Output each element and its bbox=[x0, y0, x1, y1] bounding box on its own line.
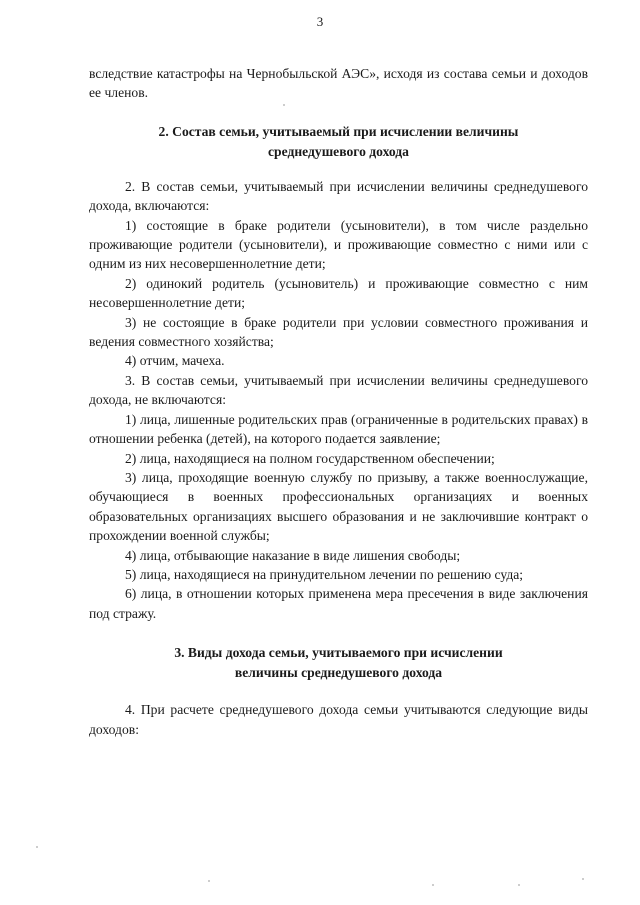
paragraph-4: 4. При расчете среднедушевого дохода семьи учитываются следующие виды доходов: bbox=[89, 702, 588, 737]
section-3-heading-line2: величины среднедушевого дохода bbox=[234, 665, 443, 681]
paragraph-3-intro: 3. В состав семьи, учитываемый при исчислении величины среднедушевого дохода, не включаются: bbox=[89, 372, 588, 408]
section-2-heading-line2: среднедушевого дохода bbox=[268, 143, 409, 159]
paragraph-2-intro: 2. В состав семьи, учитываемый при исчислении величины среднедушевого дохода, включаются: bbox=[89, 178, 588, 214]
document-body bbox=[89, 64, 588, 739]
scan-speck bbox=[283, 104, 285, 106]
list-item-2-2: 2) одинокий родитель (усыновитель) и проживающие совместно с ним несовершеннолетние дети; bbox=[89, 275, 588, 311]
page-number: 3 bbox=[316, 14, 324, 29]
section-3-heading-line1: 3. Виды дохода семьи, учитываемого при исчислении bbox=[174, 645, 503, 661]
list-item-2-3: 3) не состоящие в браке родители при условии совместного проживания и ведения совместного хозяйства; bbox=[89, 314, 588, 350]
list-item-3-6: 6) лица, в отношении которых применена мера пресечения в виде заключения под стражу. bbox=[89, 586, 588, 621]
scan-speck bbox=[432, 884, 434, 886]
scan-speck bbox=[582, 878, 584, 880]
list-item-3-4: 4) лица, отбывающие наказание в виде лишения свободы; bbox=[125, 547, 461, 563]
section-2-heading-line1: 2. Состав семьи, учитываемый при исчислении величины bbox=[158, 123, 519, 139]
scan-speck bbox=[518, 884, 520, 886]
section-2-heading bbox=[89, 122, 588, 162]
section-3-heading bbox=[89, 643, 588, 683]
list-item-3-1: 1) лица, лишенные родительских прав (ограниченные в родительских правах) в отношении ребенка (детей), на которого подается заявление; bbox=[89, 411, 588, 447]
intro-paragraph: вследствие катастрофы на Чернобыльской АЭС», исходя из состава семьи и доходов ее членов. bbox=[89, 66, 588, 101]
scan-speck bbox=[36, 846, 38, 848]
list-item-3-2: 2) лица, находящиеся на полном государственном обеспечении; bbox=[125, 450, 495, 466]
list-item-3-3: 3) лица, проходящие военную службу по призыву, а также военнослужащие, обучающиеся в военных профессиональных организациях и военных образовательных организациях высшего образования и не заключившие контракт о прохождении военной службы; bbox=[89, 469, 588, 544]
list-item-2-4: 4) отчим, мачеха. bbox=[125, 353, 225, 369]
scan-speck bbox=[208, 880, 210, 882]
list-item-3-5: 5) лица, находящиеся на принудительном лечении по решению суда; bbox=[125, 566, 524, 582]
list-item-2-1: 1) состоящие в браке родители (усыновители), в том числе раздельно проживающие родители (усыновители), и проживающие совместно с ними или с одним из них несовершеннолетние дети; bbox=[89, 217, 588, 272]
